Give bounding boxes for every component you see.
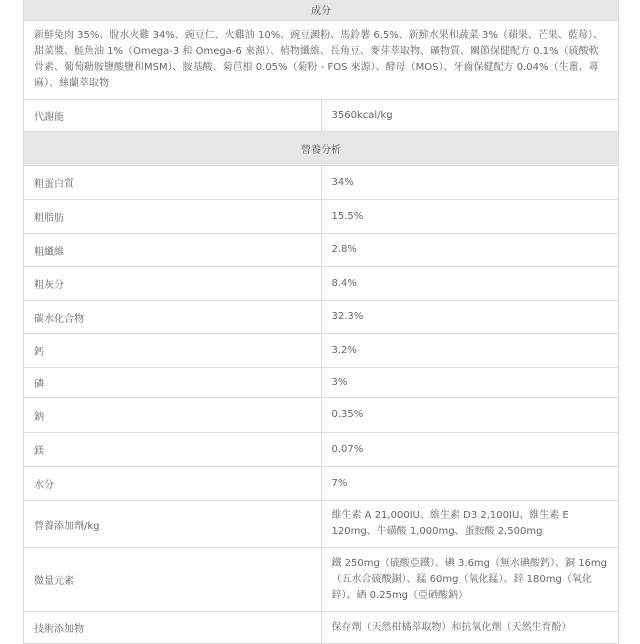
nutrition-table [23, 0, 619, 644]
nutrition-table-container [23, 0, 619, 644]
ingredients-header-row [24, 0, 619, 21]
analysis-label: 鈣 [24, 334, 322, 368]
analysis-label: 技術添加物 [24, 612, 322, 644]
analysis-header-row [24, 132, 619, 166]
analysis-value: 3.2% [321, 334, 619, 368]
analysis-value: 32.3% [321, 301, 619, 334]
analysis-row [24, 548, 619, 612]
analysis-row [24, 267, 619, 301]
energy-label: 代謝能 [24, 100, 322, 132]
analysis-value: 0.07% [321, 433, 619, 467]
analysis-value: 維生素 A 21,000IU、維生素 D3 2,100IU、維生素 E 120mg、牛磺酸 1,000mg、蛋胺酸 2,500mg [321, 501, 619, 548]
energy-row [24, 100, 619, 132]
analysis-value: 0.35% [321, 398, 619, 433]
analysis-label: 碳水化合物 [24, 301, 322, 334]
analysis-header: 營養分析 [24, 132, 619, 166]
analysis-row [24, 334, 619, 368]
analysis-label: 磷 [24, 368, 322, 398]
ingredients-header: 成分 [24, 0, 619, 21]
analysis-label: 微量元素 [24, 548, 322, 612]
analysis-row [24, 433, 619, 467]
analysis-row [24, 200, 619, 234]
ingredients-row [24, 21, 619, 100]
analysis-label: 營養添加劑/kg [24, 501, 322, 548]
analysis-row [24, 467, 619, 501]
analysis-value: 保存劑（天然柑橘萃取物）和抗氧化劑（天然生育酚） [321, 612, 619, 644]
analysis-label: 鈉 [24, 398, 322, 433]
analysis-value: 34% [321, 166, 619, 200]
analysis-label: 粗蛋白質 [24, 166, 322, 200]
analysis-label: 水分 [24, 467, 322, 501]
analysis-row [24, 234, 619, 267]
energy-value: 3560kcal/kg [321, 100, 619, 132]
analysis-label: 粗脂肪 [24, 200, 322, 234]
analysis-row [24, 368, 619, 398]
ingredients-text: 新鮮兔肉 35%、脫水火雞 34%、豌豆仁、火雞油 10%、豌豆澱粉、馬鈴薯 6.5%、新鮮水果和蔬菜 3%（蘋果、芒果、藍莓）、甜菜漿、鮭魚油 1%（Omega-3 和 Omega-6 來源）、植物纖維、長角豆、麥芽萃取物、礦物質、關節保健配方 0.1%（硫酸軟骨素、葡萄糖胺鹽酸鹽和MSM）、胺基酸、菊苣根 0.05%（菊粉 - FOS 來源）、酵母（MOS）、牙齒保健配方 0.04%（生薑、蕁麻）、絲蘭萃取物 [24, 21, 619, 100]
analysis-value: 3% [321, 368, 619, 398]
analysis-row [24, 166, 619, 200]
analysis-value: 鐵 250mg（硫酸亞鐵）、碘 3.6mg（無水碘酸鈣）、銅 16mg（五水合硫酸銅）、錳 60mg（氧化錳）、鋅 180mg（氧化鋅）、硒 0.25mg（亞硒酸鈉） [321, 548, 619, 612]
analysis-label: 粗纖維 [24, 234, 322, 267]
analysis-label: 鎂 [24, 433, 322, 467]
analysis-value: 8.4% [321, 267, 619, 301]
analysis-value: 2.8% [321, 234, 619, 267]
analysis-row [24, 501, 619, 548]
analysis-label: 粗灰分 [24, 267, 322, 301]
analysis-row [24, 301, 619, 334]
analysis-value: 7% [321, 467, 619, 501]
analysis-value: 15.5% [321, 200, 619, 234]
analysis-row [24, 612, 619, 644]
analysis-row [24, 398, 619, 433]
